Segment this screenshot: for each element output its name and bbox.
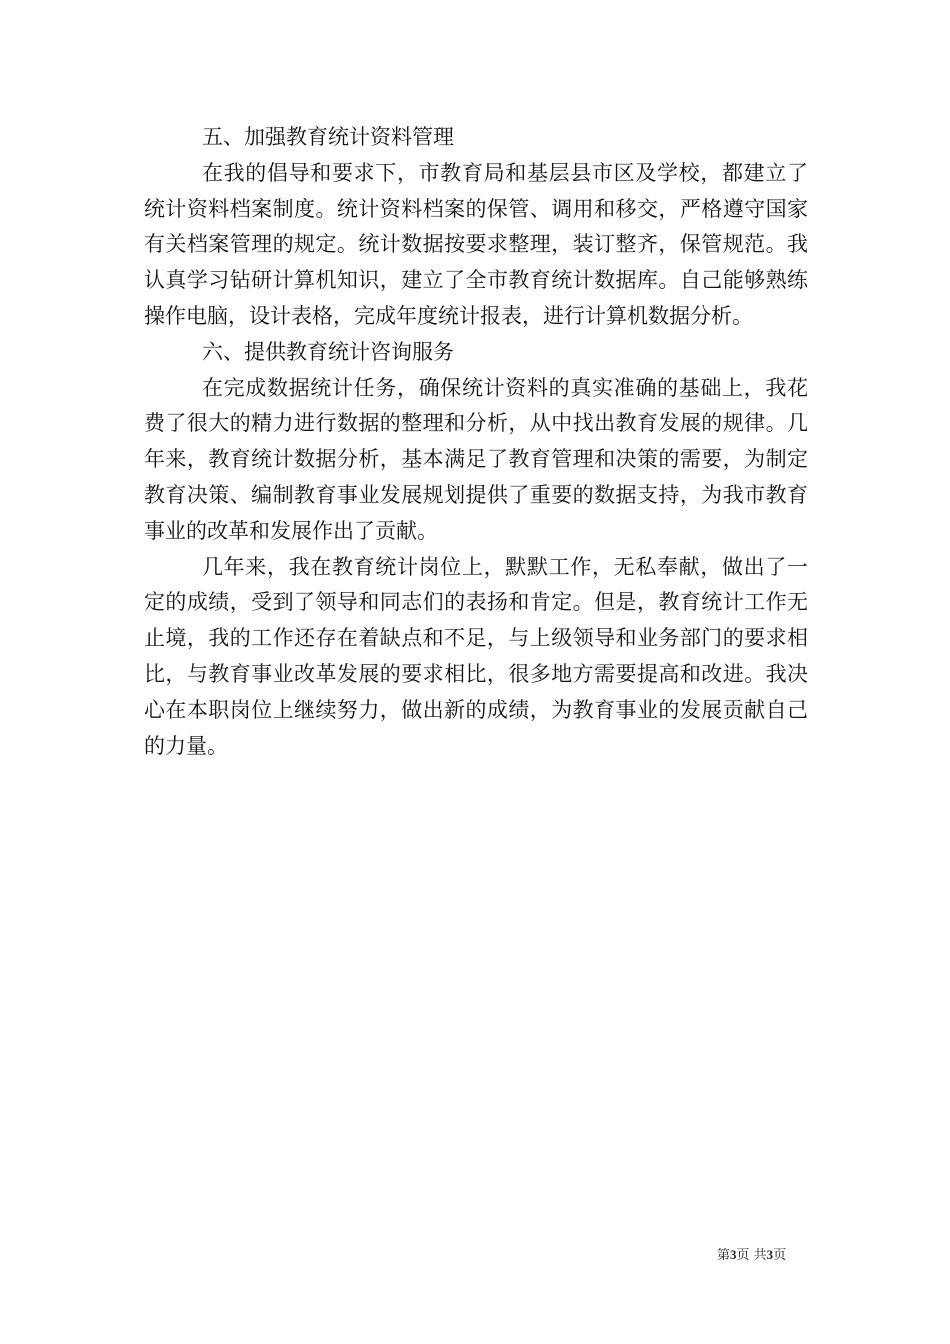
page-number-footer [717,1247,786,1264]
section-consulting-services [144,335,808,765]
body-paragraph: 在完成数据统计任务，确保统计资料的真实准确的基础上，我花费了很大的精力进行数据的整理和分析，从中找出教育发展的规律。几年来，教育统计数据分析，基本满足了教育管理和决策的需要，为制定教育决策、编制教育事业发展规划提供了重要的数据支持，为我市教育事业的改革和发展作出了贡献。 [144,375,808,543]
section-heading: 六、提供教育统计咨询服务 [202,339,454,364]
body-paragraph: 在我的倡导和要求下，市教育局和基层县市区及学校，都建立了统计资料档案制度。统计资料档案的保管、调用和移交，严格遵守国家有关档案管理的规定。统计数据按要求整理，装订整齐，保管规范。我认真学习钻研计算机知识，建立了全市教育统计数据库。自己能够熟练操作电脑，设计表格，完成年度统计报表，进行计算机数据分析。 [144,160,808,328]
body-paragraph: 几年来，我在教育统计岗位上，默默工作，无私奉献，做出了一定的成绩，受到了领导和同志们的表扬和肯定。但是，教育统计工作无止境，我的工作还存在着缺点和不足，与上级领导和业务部门的要求相比，与教育事业改革发展的要求相比，很多地方需要提高和改进。我决心在本职岗位上继续努力，做出新的成绩，为教育事业的发展贡献自己的力量。 [144,554,808,758]
document-body [144,120,808,764]
total-pages-number: 3 [766,1247,774,1262]
footer-middle: 页 共 [736,1248,767,1263]
section-statistics-records [144,120,808,335]
section-heading: 五、加强教育统计资料管理 [202,125,454,149]
footer-suffix: 页 [773,1248,787,1263]
footer-prefix: 第 [717,1248,731,1263]
current-page-number: 3 [730,1247,737,1262]
